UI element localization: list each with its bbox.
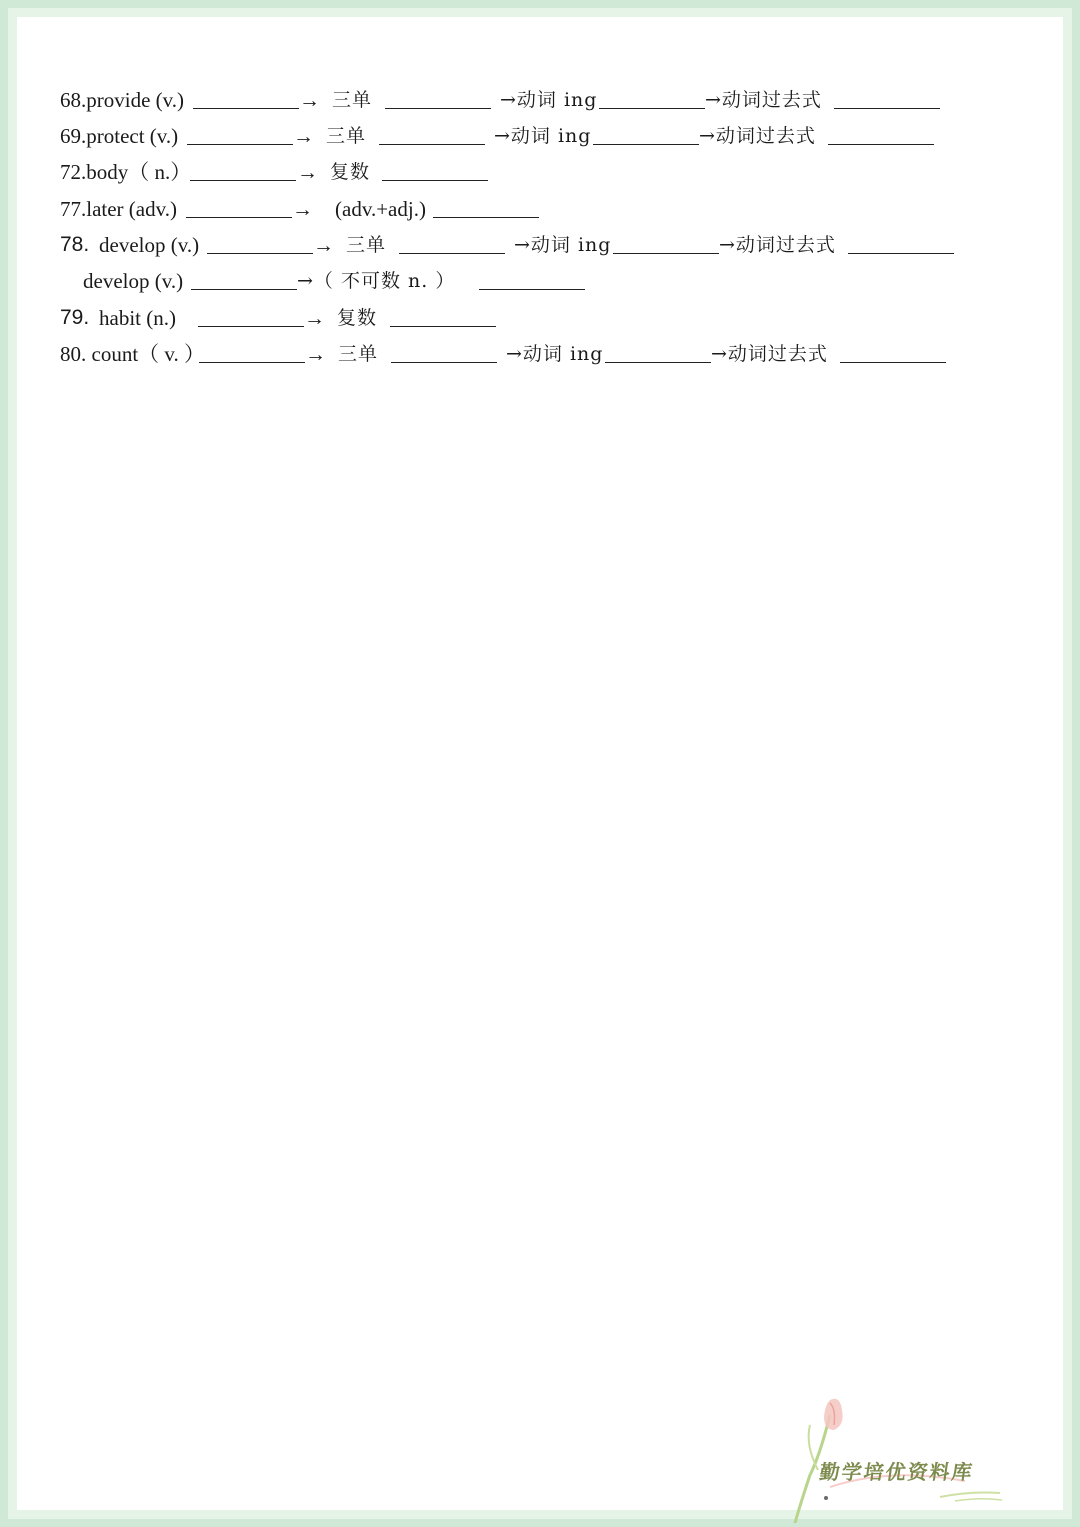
past-tense-label: →动词过去式 <box>699 125 816 147</box>
answer-blank[interactable] <box>613 253 719 254</box>
ing-label: →动词 ing <box>506 343 604 365</box>
item-number: 78. <box>60 233 90 256</box>
word-label: 72.body（ n.） <box>60 160 192 184</box>
word-label: develop (v.) <box>99 233 200 257</box>
word-label: develop (v.) <box>83 269 184 293</box>
word-label: 80. count（ v. ） <box>60 342 206 366</box>
arrow: → <box>292 197 313 221</box>
answer-blank[interactable] <box>433 217 539 218</box>
item-number: 79. <box>60 306 90 329</box>
answer-blank[interactable] <box>848 253 954 254</box>
answer-blank[interactable] <box>840 362 946 363</box>
answer-blank[interactable] <box>382 180 488 181</box>
third-person-label: 三单 <box>332 89 373 111</box>
word-label: habit (n.) <box>99 306 176 330</box>
answer-blank[interactable] <box>191 289 297 290</box>
answer-blank[interactable] <box>828 144 934 145</box>
past-tense-label: →动词过去式 <box>711 343 828 365</box>
answer-blank[interactable] <box>599 108 705 109</box>
answer-blank[interactable] <box>834 108 940 109</box>
word-label: 68.provide (v.) <box>60 88 185 112</box>
arrow: → <box>305 342 326 366</box>
arrow: → <box>297 160 318 184</box>
answer-blank[interactable] <box>605 362 711 363</box>
ing-label: →动词 ing <box>500 89 598 111</box>
answer-blank[interactable] <box>186 217 292 218</box>
ing-label: →动词 ing <box>494 125 592 147</box>
answer-blank[interactable] <box>187 144 293 145</box>
answer-blank[interactable] <box>379 144 485 145</box>
answer-blank[interactable] <box>207 253 313 254</box>
adjective-label: (adv.+adj.) <box>335 197 426 221</box>
third-person-label: 三单 <box>326 125 367 147</box>
answer-blank[interactable] <box>385 108 491 109</box>
word-label: 69.protect (v.) <box>60 124 179 148</box>
third-person-label: 三单 <box>338 343 379 365</box>
answer-blank[interactable] <box>190 180 296 181</box>
past-tense-label: →动词过去式 <box>719 234 836 256</box>
third-person-label: 三单 <box>346 234 387 256</box>
plural-label: 复数 <box>330 161 371 183</box>
arrow: → <box>299 88 320 112</box>
answer-blank[interactable] <box>199 362 305 363</box>
arrow: → <box>304 306 325 330</box>
answer-blank[interactable] <box>390 326 496 327</box>
word-label: 77.later (adv.) <box>60 197 177 221</box>
ing-label: →动词 ing <box>514 234 612 256</box>
plural-label: 复数 <box>337 307 378 329</box>
arrow: → <box>293 124 314 148</box>
answer-blank[interactable] <box>479 289 585 290</box>
brand-logo-text: 勤学培优资料库 <box>818 1460 976 1484</box>
answer-blank[interactable] <box>593 144 699 145</box>
answer-blank[interactable] <box>391 362 497 363</box>
uncountable-noun-label: →（ 不可数 n. ） <box>297 270 456 292</box>
arrow: → <box>313 233 334 257</box>
answer-blank[interactable] <box>193 108 299 109</box>
past-tense-label: →动词过去式 <box>705 89 822 111</box>
answer-blank[interactable] <box>198 326 304 327</box>
answer-blank[interactable] <box>399 253 505 254</box>
